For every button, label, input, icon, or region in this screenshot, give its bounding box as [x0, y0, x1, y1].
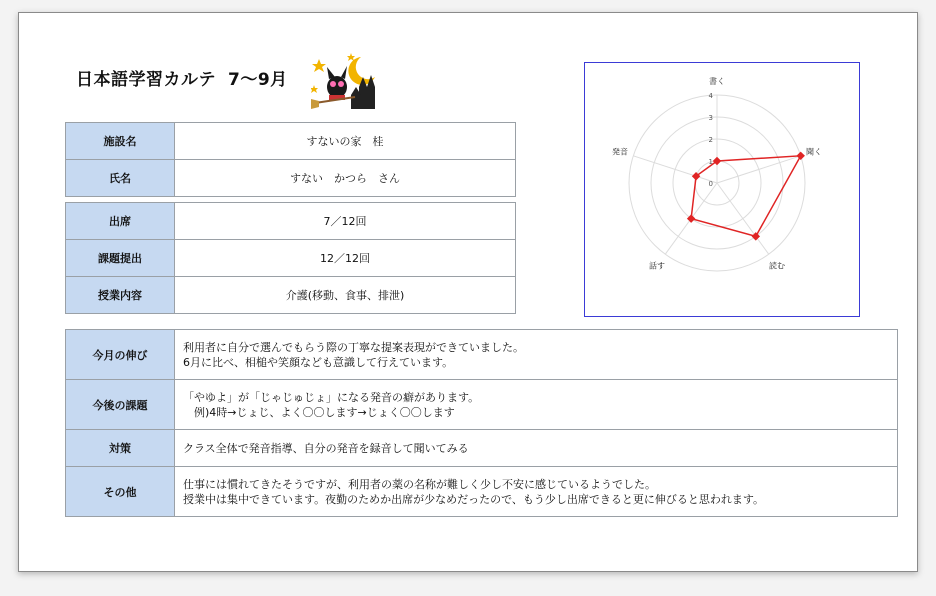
issues-label: 今後の課題: [66, 380, 175, 430]
growth-label: 今月の伸び: [66, 330, 175, 380]
measures-text: [175, 430, 898, 467]
note-line: 「やゆよ」が「じゃじゅじょ」になる発音の癖があります。: [183, 390, 480, 404]
assignment-value: 12／12回: [175, 240, 516, 277]
lesson-content-label: 授業内容: [66, 277, 175, 314]
data-point: [752, 232, 760, 240]
axis-label: 書く: [709, 77, 725, 86]
note-line: 利用者に自分で選んでもらう際の丁寧な提案表現ができていました。: [183, 340, 524, 354]
attendance-label: 出席: [66, 203, 175, 240]
tick-label: 2: [708, 136, 713, 144]
attendance-value: 7／12回: [175, 203, 516, 240]
measures-label: 対策: [66, 430, 175, 467]
table-row: [66, 160, 516, 197]
note-line: クラス全体で発音指導、自分の発音を録音して聞いてみる: [183, 441, 469, 455]
data-point: [796, 152, 804, 160]
name-value: すない かつら さん: [175, 160, 516, 197]
table-row: [66, 277, 516, 314]
note-line: 例)4時→じょじ、よく〇〇します→じょく〇〇します: [183, 405, 455, 419]
lesson-content-value: 介護(移動、食事、排泄): [175, 277, 516, 314]
note-line: 6月に比べ、相槌や笑顔なども意識して行えています。: [183, 355, 454, 369]
radar-svg: [585, 63, 859, 316]
axis-label: 読む: [768, 261, 785, 271]
table-row: [66, 123, 516, 160]
axis-label: 聞く: [806, 147, 823, 157]
page-title: [76, 65, 288, 90]
notes-table: [65, 329, 898, 517]
issues-text: [175, 380, 898, 430]
table-row: [66, 203, 516, 240]
table-row: [66, 330, 898, 380]
title-range: 7〜9月: [228, 70, 288, 90]
name-label: 氏名: [66, 160, 175, 197]
report-page: [18, 12, 918, 572]
table-row: [66, 240, 516, 277]
other-text: [175, 467, 898, 517]
note-line: 授業中は集中できています。夜勤のためか出席が少なめだったので、もう少し出席できると更に伸びると思われます。: [183, 492, 765, 506]
profile-table: [65, 122, 516, 197]
tick-label: 4: [708, 92, 713, 100]
other-label: その他: [66, 467, 175, 517]
tick-label: 1: [708, 158, 713, 166]
facility-value: すないの家 桂: [175, 123, 516, 160]
assignment-label: 課題提出: [66, 240, 175, 277]
table-row: [66, 467, 898, 517]
title-text: 日本語学習カルテ: [76, 70, 216, 90]
axis-label: 話す: [649, 261, 666, 271]
table-row: [66, 430, 898, 467]
tick-label: 0: [708, 180, 713, 188]
cat-witch-illustration: [311, 51, 381, 111]
note-line: 仕事には慣れてきたそうですが、利用者の薬の名称が難しく少し不安に感じているようでした。: [183, 477, 656, 491]
tick-label: 3: [708, 114, 713, 122]
skills-radar-chart: [584, 62, 860, 317]
attendance-table: [65, 202, 516, 314]
table-row: [66, 380, 898, 430]
facility-label: 施設名: [66, 123, 175, 160]
growth-text: [175, 330, 898, 380]
axis-label: 発音: [611, 147, 628, 157]
